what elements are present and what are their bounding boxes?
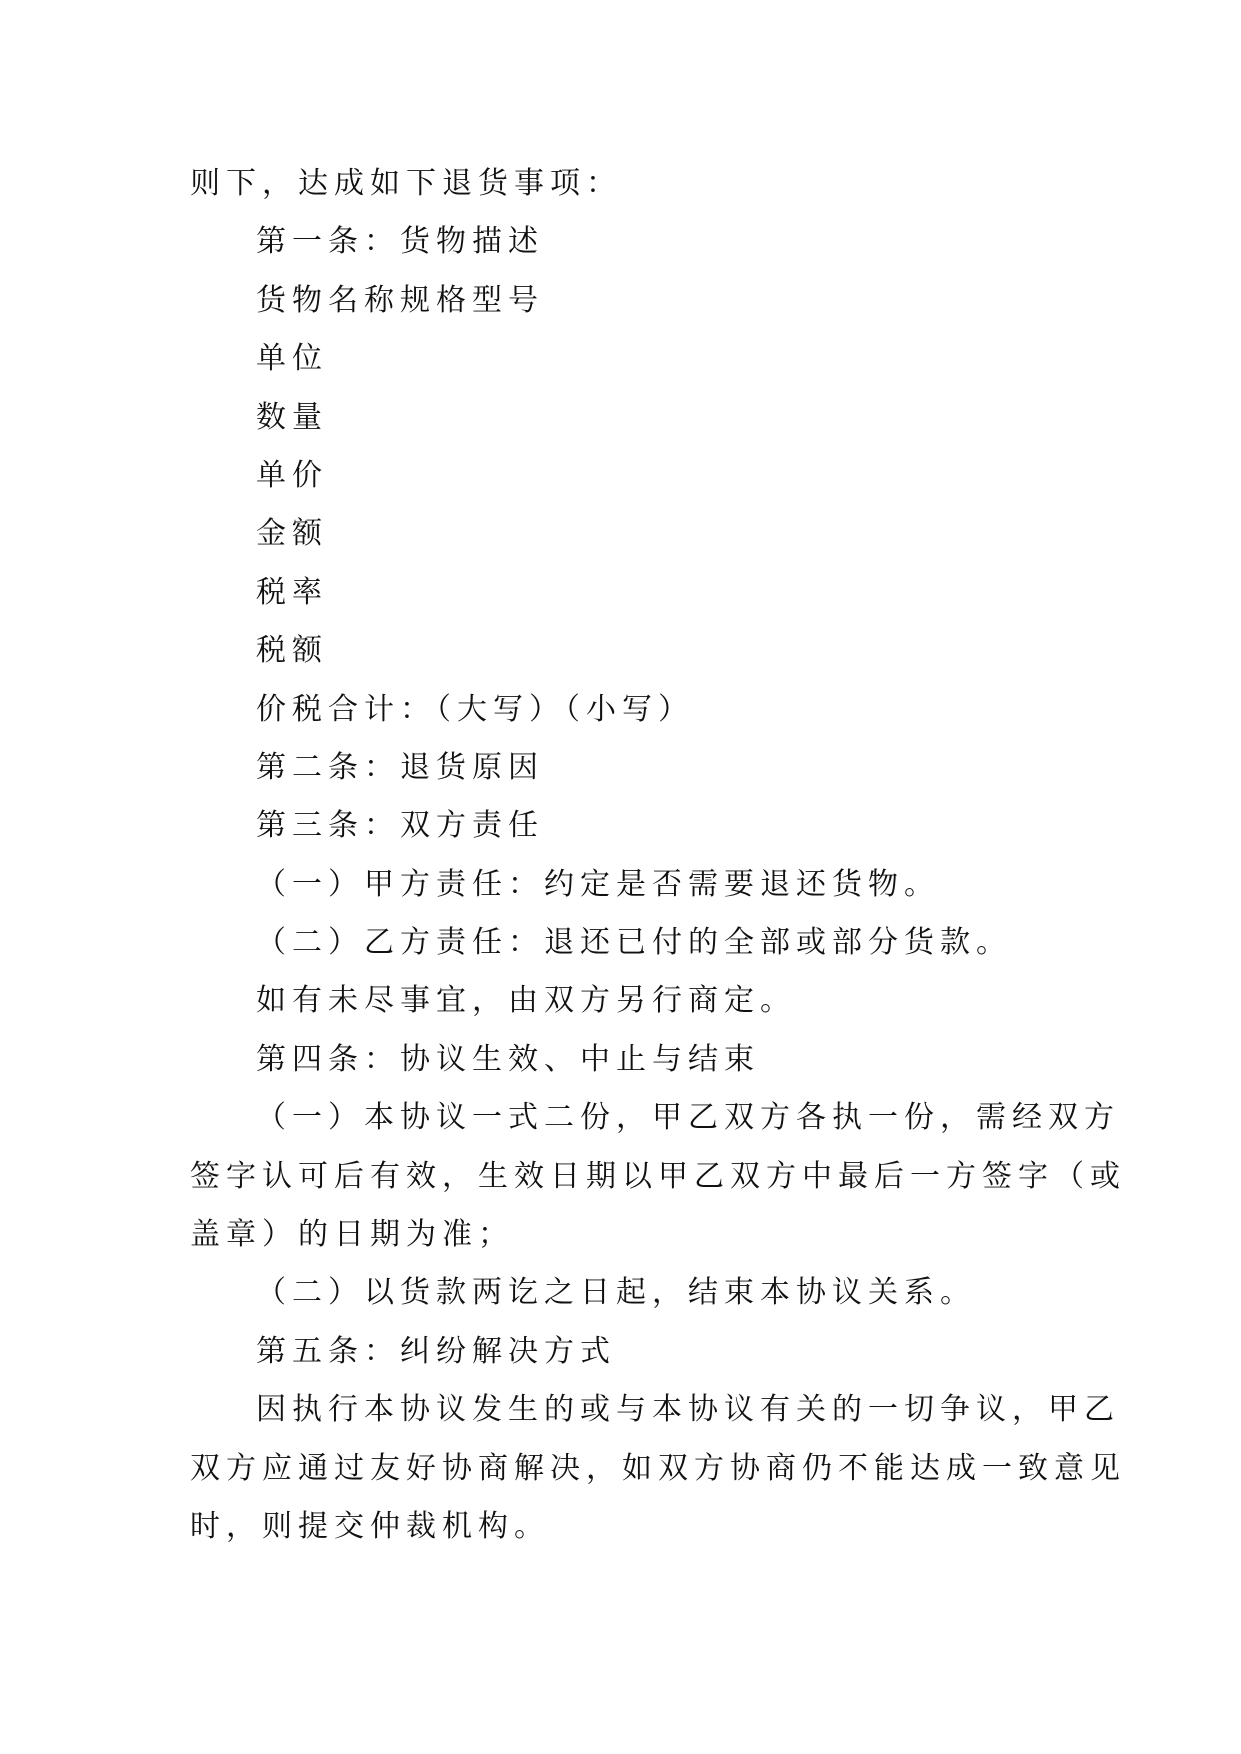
field-amount: 金额 [256,516,328,552]
dispute-clause-line-1: 因执行本协议发生的或与本协议有关的一切争议，甲乙 [256,1392,1120,1428]
article-4-heading: 第四条：协议生效、中止与结束 [256,1041,760,1077]
article-1-heading: 第一条：货物描述 [256,224,544,260]
field-tax-amount: 税额 [256,633,328,669]
paragraph-continuation: 则下，达成如下退货事项： [190,166,622,201]
effect-clause-line-1: （一）本协议一式二份，甲乙双方各执一份，需经双方 [256,1100,1120,1136]
field-quantity: 数量 [256,399,328,435]
document-body [190,155,1126,1556]
field-total-with-tax: 价税合计：（大写）（小写） [256,691,694,727]
article-2-heading: 第二条：退货原因 [256,749,544,785]
article-3-heading: 第三条：双方责任 [256,808,544,844]
field-unit-price: 单价 [256,457,328,493]
unsettled-matters: 如有未尽事宜，由双方另行商定。 [256,983,796,1019]
dispute-clause-line-2: 双方应通过友好协商解决，如双方协商仍不能达成一致意见 [190,1450,1126,1486]
effect-clause-line-2: 签字认可后有效，生效日期以甲乙双方中最后一方签字（或 [190,1158,1126,1194]
effect-clause-line-3: 盖章）的日期为准； [190,1217,514,1253]
termination-clause: （二）以货款两讫之日起，结束本协议关系。 [256,1275,976,1311]
field-goods-name-spec: 货物名称规格型号 [256,282,544,318]
dispute-clause-line-3: 时，则提交仲裁机构。 [190,1508,550,1544]
field-tax-rate: 税率 [256,574,328,610]
field-unit: 单位 [256,341,328,377]
party-a-responsibility: （一）甲方责任：约定是否需要退还货物。 [256,866,940,902]
article-5-heading: 第五条：纠纷解决方式 [256,1333,616,1369]
party-b-responsibility: （二）乙方责任：退还已付的全部或部分货款。 [256,925,1012,961]
